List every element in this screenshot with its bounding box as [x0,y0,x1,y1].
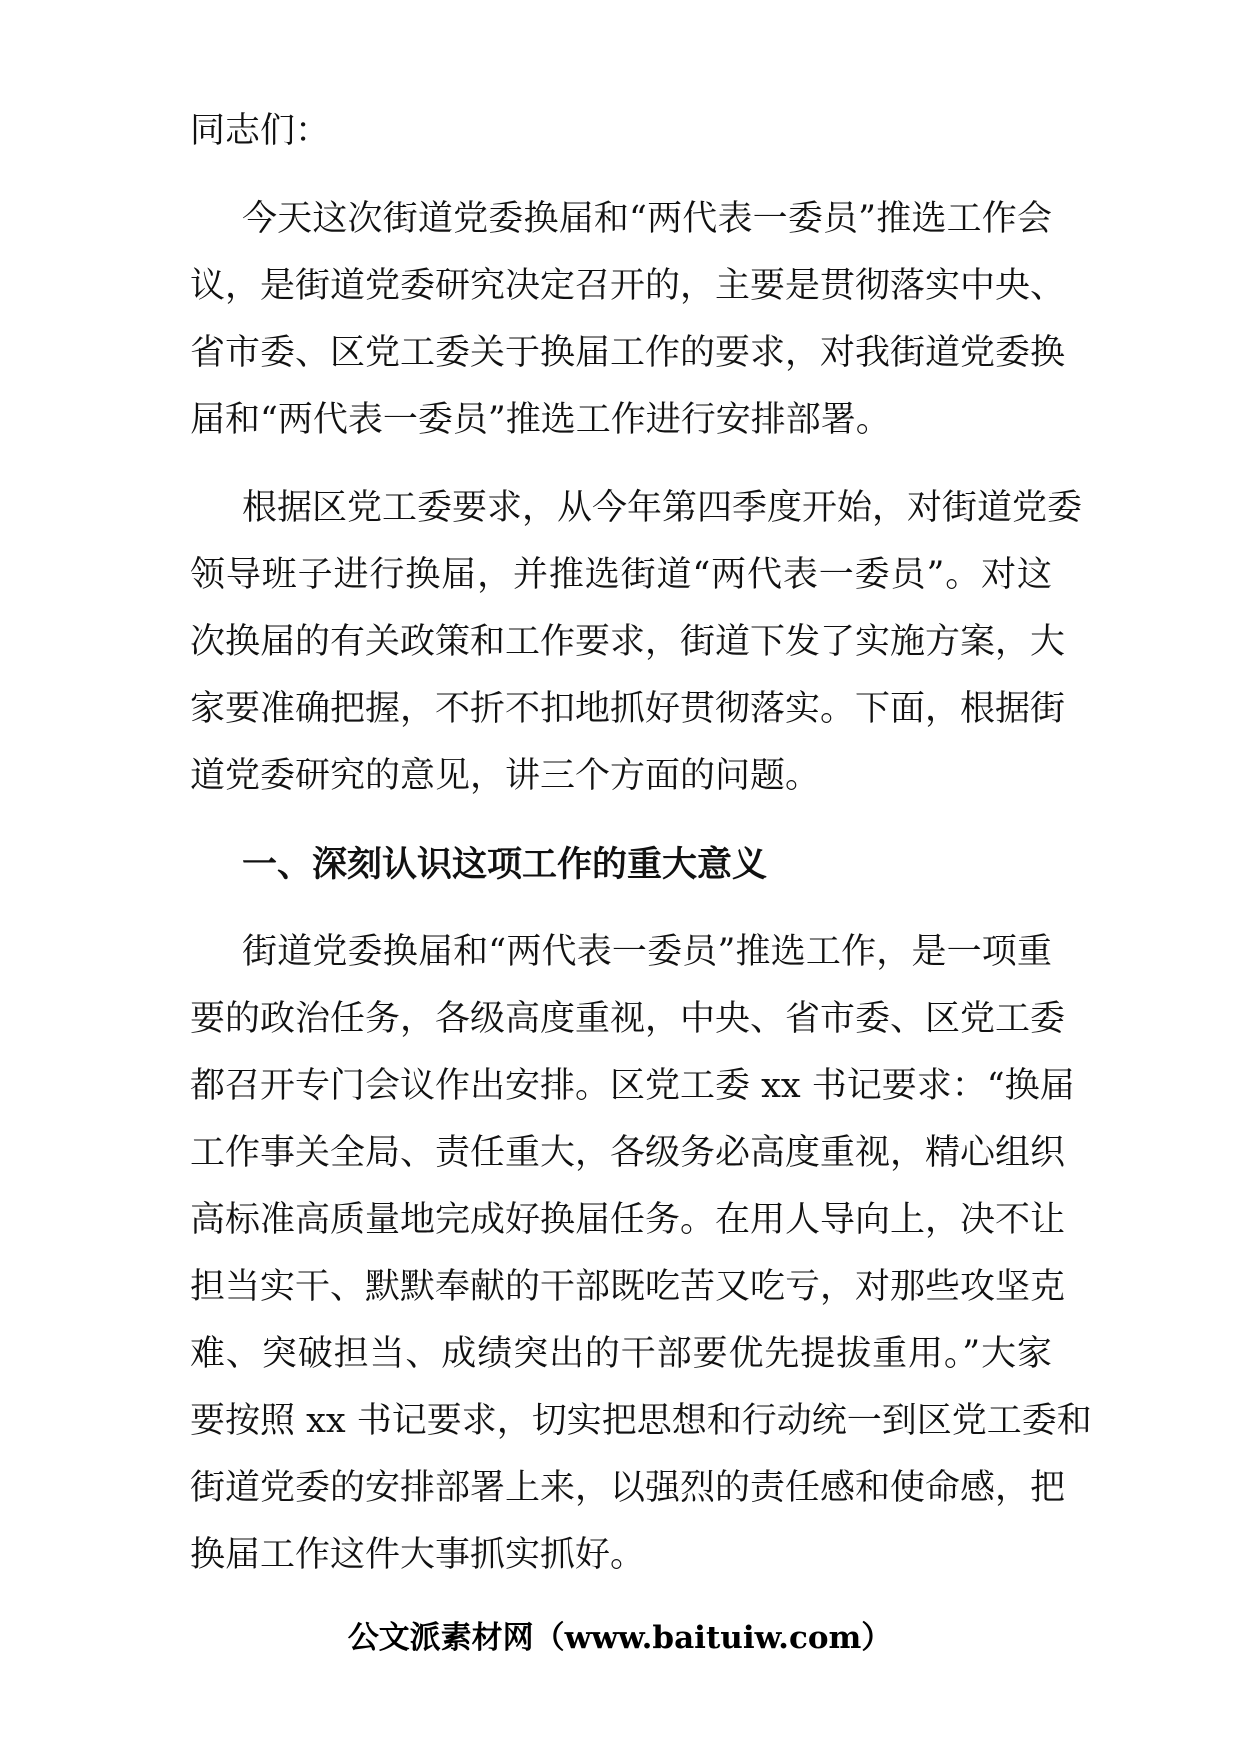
paragraph-gap [190,454,1052,475]
paragraph-2 [190,475,1083,810]
paragraph-line: 街道党委的安排部署上来，以强烈的责任感和使命感，把 [190,1468,1066,1508]
paragraph-3 [190,919,1092,1589]
paragraph-line: 担当实干、默默奉献的干部既吃苦又吃亏，对那些攻坚克 [190,1267,1066,1307]
paragraph-line: 难、突破担当、成绩突出的干部要优先提拔重用。”大家 [190,1334,1052,1374]
paragraph-line: 议，是街道党委研究决定召开的，主要是贯彻落实中央、 [190,266,1066,306]
paragraph-line: 次换届的有关政策和工作要求，街道下发了实施方案，大 [190,622,1066,662]
paragraph-gap [190,898,1052,919]
paragraph-gap [190,165,1052,186]
document-body [190,98,1092,1589]
paragraph-line: 要按照 xx 书记要求，切实把思想和行动统一到区党工委和 [190,1401,1092,1441]
paragraph-line: 高标准高质量地完成好换届任务。在用人导向上，决不让 [190,1200,1066,1240]
footer-watermark: 公文派素材网（www.baituiw.com） [347,1620,893,1656]
paragraph-line: 领导班子进行换届，并推选街道“两代表一委员”。对这 [190,555,1052,595]
paragraph-line: 家要准确把握，不折不扣地抓好贯彻落实。下面，根据街 [190,689,1066,729]
salutation: 同志们： [190,111,331,151]
paragraph-line: 换届工作这件大事抓实抓好。 [190,1535,646,1575]
paragraph-1 [190,186,1066,454]
paragraph-line: 街道党委换届和“两代表一委员”推选工作，是一项重 [242,932,1052,972]
paragraph-line: 省市委、区党工委关于换届工作的要求，对我街道党委换 [190,333,1066,373]
paragraph-line: 根据区党工委要求，从今年第四季度开始，对街道党委 [242,488,1083,528]
paragraph-line: 今天这次街道党委换届和“两代表一委员”推选工作会 [242,199,1052,239]
paragraph-line: 道党委研究的意见，讲三个方面的问题。 [190,756,821,796]
paragraph-line: 届和“两代表一委员”推选工作进行安排部署。 [190,400,891,440]
section-heading: 一、深刻认识这项工作的重大意义 [242,844,768,885]
paragraph-gap [190,810,1052,831]
paragraph-line: 都召开专门会议作出安排。区党工委 xx 书记要求：“换届 [190,1066,1075,1106]
paragraph-line: 要的政治任务，各级高度重视，中央、省市委、区党工委 [190,999,1066,1039]
paragraph-line: 工作事关全局、责任重大，各级务必高度重视，精心组织 [190,1133,1066,1173]
